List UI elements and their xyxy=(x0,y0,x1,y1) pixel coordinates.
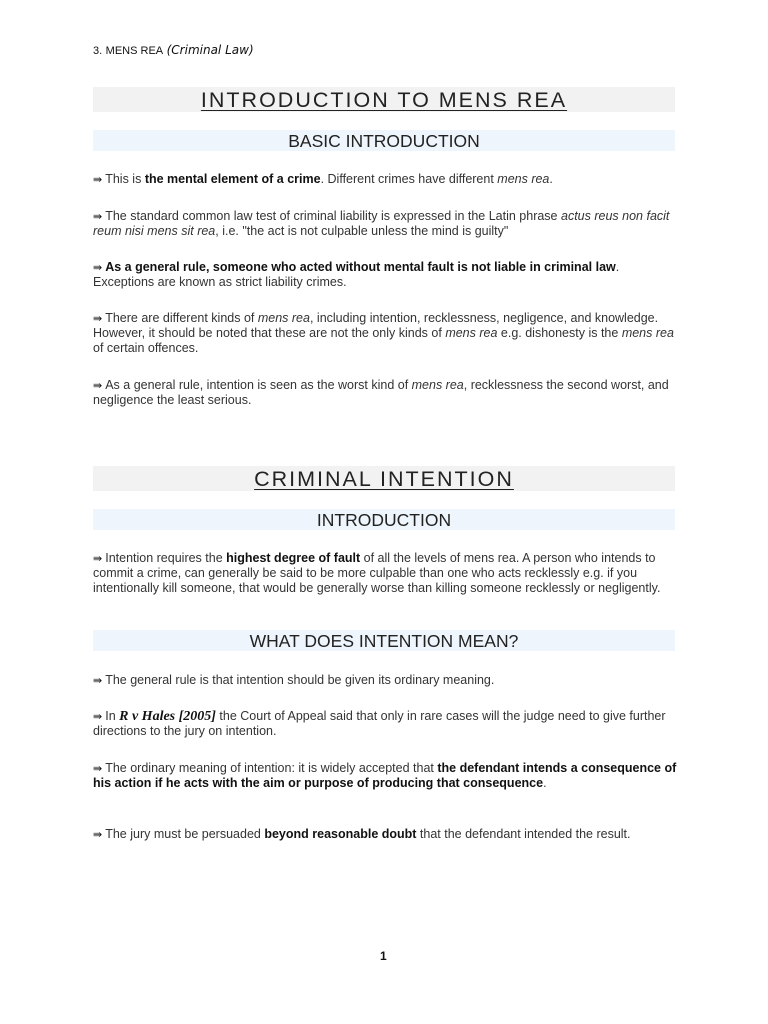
arrow-bullet-icon: ⇛ xyxy=(93,379,103,392)
paragraph-r-v-hales: ⇛ In R v Hales [2005] the Court of Appeal said that only in rare cases will the judge need to give further directions to the jury on intention. xyxy=(93,709,666,738)
arrow-bullet-icon: ⇛ xyxy=(93,762,103,775)
subheading-what-does-intention-mean: WHAT DOES INTENTION MEAN? xyxy=(93,630,675,651)
subheading-introduction: INTRODUCTION xyxy=(93,509,675,530)
case-citation: R v Hales [2005] xyxy=(119,709,216,724)
arrow-bullet-icon: ⇛ xyxy=(93,674,103,687)
paragraph-worst-kind: ⇛ As a general rule, intention is seen as the worst kind of mens rea, recklessness the second worst, and negligence the least serious. xyxy=(93,378,669,407)
arrow-bullet-icon: ⇛ xyxy=(93,261,103,274)
arrow-bullet-icon: ⇛ xyxy=(93,210,103,223)
paragraph-mental-fault: ⇛ As a general rule, someone who acted without mental fault is not liable in criminal law. Exceptions are known as strict liability crimes. xyxy=(93,260,620,289)
paragraph-latin-phrase: ⇛ The standard common law test of criminal liability is expressed in the Latin phrase actus reus non facit reum nisi mens sit rea, i.e. "the act is not culpable unless the mind is guilty" xyxy=(93,209,670,238)
paragraph-reasonable-doubt: ⇛ The jury must be persuaded beyond reasonable doubt that the defendant intended the result. xyxy=(93,827,631,841)
subheading-basic-introduction: BASIC INTRODUCTION xyxy=(93,130,675,151)
section-title-criminal-intention: CRIMINAL INTENTION xyxy=(93,466,675,491)
section-title-mens-rea: INTRODUCTION TO MENS REA xyxy=(93,87,675,112)
arrow-bullet-icon: ⇛ xyxy=(93,828,103,841)
paragraph-kinds-of-mens-rea: ⇛ There are different kinds of mens rea, including intention, recklessness, negligence, and knowledge. However, it should be noted that these are not the only kinds of mens rea e.g. dishonesty is the mens rea of certain offences. xyxy=(93,311,674,355)
arrow-bullet-icon: ⇛ xyxy=(93,312,103,325)
arrow-bullet-icon: ⇛ xyxy=(93,173,103,186)
header-subtitle: (Criminal Law) xyxy=(166,43,254,57)
paragraph-mental-element: ⇛ This is the mental element of a crime. Different crimes have different mens rea. xyxy=(93,172,553,186)
paragraph-ordinary-meaning: ⇛ The ordinary meaning of intention: it is widely accepted that the defendant intends a consequence of his action if he acts with the aim or purpose of producing that consequence. xyxy=(93,761,677,790)
page-header xyxy=(93,43,254,57)
page-number: 1 xyxy=(380,949,387,963)
header-title: MENS REA xyxy=(105,45,164,57)
arrow-bullet-icon: ⇛ xyxy=(93,710,103,723)
arrow-bullet-icon: ⇛ xyxy=(93,552,103,565)
header-number: 3. xyxy=(93,45,103,57)
paragraph-highest-degree: ⇛ Intention requires the highest degree of fault of all the levels of mens rea. A person who intends to commit a crime, can generally be said to be more culpable than one who acts recklessly e.g. if you intentionally kill someone, that would be generally worse than killing someone recklessly or negligently. xyxy=(93,551,661,595)
paragraph-ordinary-meaning-rule: ⇛ The general rule is that intention should be given its ordinary meaning. xyxy=(93,673,495,687)
